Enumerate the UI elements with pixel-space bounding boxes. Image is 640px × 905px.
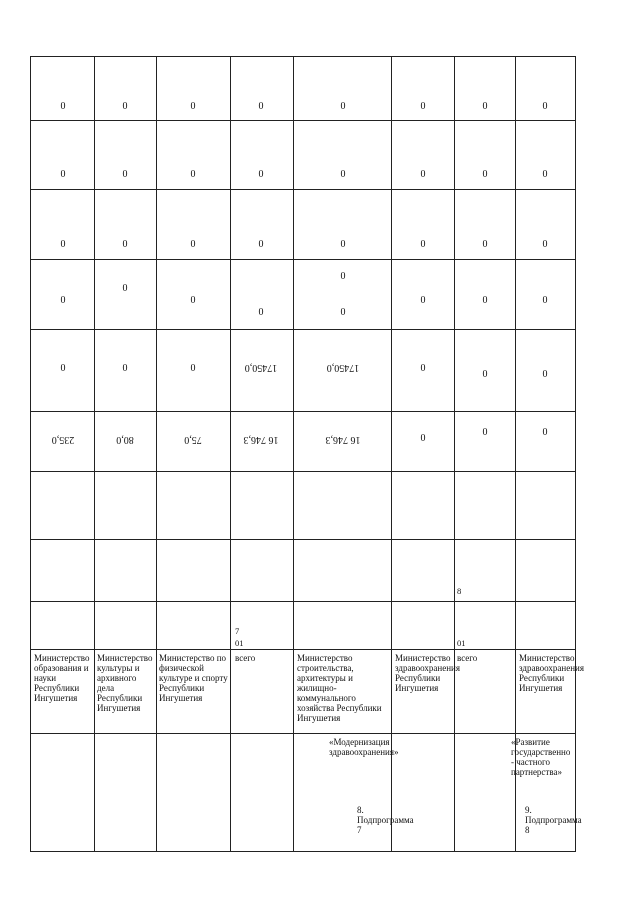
cell-value: 0 (340, 169, 346, 180)
col-divider (31, 329, 575, 330)
code-value: 01 (457, 638, 466, 648)
cell-value: 0 (60, 101, 66, 112)
ministry-label: Министерство по физической культуре и спорту Республики Ингушетия (159, 653, 228, 703)
cell-value: 0 (190, 295, 196, 306)
cell-value: 0 (340, 101, 346, 112)
col-divider (31, 471, 575, 472)
cell-value: 16 746,3 (243, 434, 279, 445)
row-divider (391, 57, 392, 851)
cell-value: 0 (190, 101, 196, 112)
cell-value: 0 (258, 101, 264, 112)
row-divider (515, 57, 516, 851)
ministry-label: Министерство образования и науки Республики Ингушетия (34, 653, 90, 703)
cell-value: 0 (122, 101, 128, 112)
ministry-label: всего (457, 653, 478, 663)
subprogram-name: «Развитие государственно - частного партнерства» (511, 737, 571, 777)
cell-value: 0 (542, 239, 548, 250)
cell-value: 0 (542, 427, 548, 438)
cell-value: 0 (482, 101, 488, 112)
row-divider (94, 57, 95, 851)
cell-value: 0 (420, 363, 426, 374)
cell-value: 0 (542, 101, 548, 112)
cell-value: 0 (482, 427, 488, 438)
cell-value: 0 (60, 295, 66, 306)
cell-value: 0 (420, 101, 426, 112)
cell-value: 0 (122, 239, 128, 250)
cell-value: 0 (340, 239, 346, 250)
col-divider (31, 189, 575, 190)
col-divider (31, 733, 575, 734)
cell-value: 0 (122, 363, 128, 374)
cell-value: 0 (420, 239, 426, 250)
cell-value: 0 (190, 363, 196, 374)
code-value: 01 (235, 638, 244, 648)
cell-value: 0 (340, 307, 346, 318)
cell-value: 75,0 (184, 434, 202, 445)
cell-value: 0 (122, 169, 128, 180)
cell-value: 0 (482, 169, 488, 180)
subprogram-number: 8. Подпрограмма 7 (357, 805, 414, 835)
row-divider (156, 57, 157, 851)
cell-value: 0 (420, 295, 426, 306)
cell-value: 0 (420, 169, 426, 180)
ministry-label: Министерство культуры и архивного дела Республики Ингушетия (97, 653, 153, 713)
cell-value: 0 (482, 295, 488, 306)
cell-value: 0 (258, 239, 264, 250)
subprogram-name: «Модернизация здравоохранения» (329, 737, 399, 757)
col-divider (31, 411, 575, 412)
cell-value: 0 (542, 369, 548, 380)
cell-value: 0 (190, 169, 196, 180)
ministry-label: всего (235, 653, 256, 663)
cell-value: 0 (122, 283, 128, 294)
cell-value: 0 (482, 369, 488, 380)
cell-value: 0 (340, 271, 346, 282)
ministry-label: Министерство строительства, архитектуры и жилищно-коммунального хозяйства Республики Ингушетия (297, 653, 382, 723)
cell-value: 0 (542, 295, 548, 306)
cell-value: 0 (482, 239, 488, 250)
col-divider (31, 539, 575, 540)
col-divider (31, 601, 575, 602)
row-divider (230, 57, 231, 851)
cell-value: 0 (258, 307, 264, 318)
cell-value: 17450,0 (244, 362, 278, 373)
cell-value: 235,0 (51, 434, 75, 445)
col-divider (31, 120, 575, 121)
ministry-label: Министерство здравоохранения Республики Ингушетия (395, 653, 461, 693)
row-divider (454, 57, 455, 851)
ministry-label: Министерство здравоохранения Республики Ингушетия (519, 653, 585, 693)
cell-value: 0 (60, 169, 66, 180)
cell-value: 17450,0 (326, 362, 360, 373)
index-value: 8 (457, 586, 462, 596)
cell-value: 80,0 (116, 434, 134, 445)
cell-value: 0 (258, 169, 264, 180)
subprogram-number: 9. Подпрограмма 8 (525, 805, 582, 835)
cell-value: 0 (542, 169, 548, 180)
cell-value: 0 (190, 239, 196, 250)
cell-value: 16 746,3 (325, 434, 361, 445)
col-divider (31, 259, 575, 260)
cell-value: 0 (60, 363, 66, 374)
row-divider (293, 57, 294, 851)
index-value: 7 (235, 626, 240, 636)
cell-value: 0 (420, 433, 426, 444)
cell-value: 0 (60, 239, 66, 250)
col-divider (31, 649, 575, 650)
budget-table (30, 56, 585, 852)
